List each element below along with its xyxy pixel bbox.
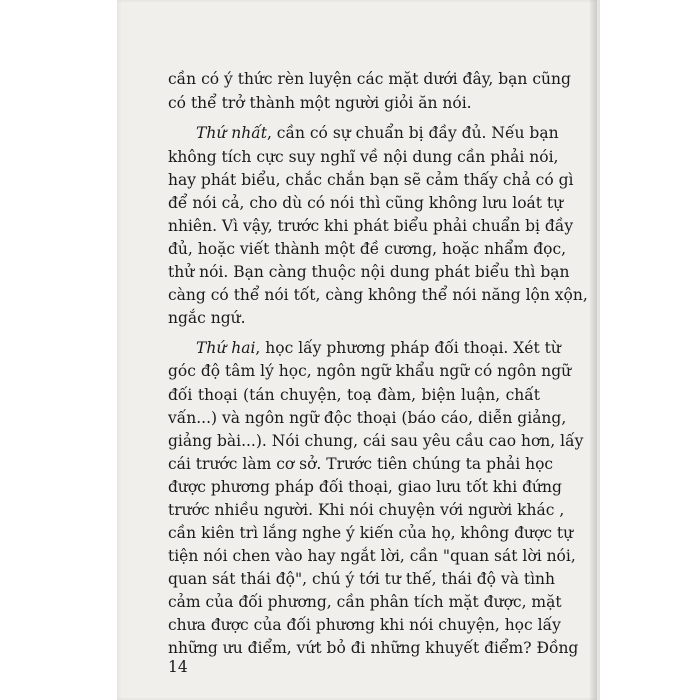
text-line-first <box>196 122 559 144</box>
text-line-first <box>196 337 561 359</box>
text-line: vấn...) và ngôn ngữ độc thoại (báo cáo, diễn giảng, <box>168 409 567 427</box>
text-line: có thể trở thành một người giỏi ăn nói. <box>168 94 472 112</box>
text-line: được phương pháp đối thoại, giao lưu tốt khi đứng <box>168 478 562 496</box>
section-lead: Thứ hai <box>196 339 256 357</box>
text-line: ngắc ngứ. <box>168 309 246 327</box>
text-fragment: , cần có sự chuẩn bị đầy đủ. Nếu bạn <box>266 124 559 142</box>
text-fragment: , học lấy phương pháp đối thoại. Xét từ <box>255 339 561 357</box>
text-line: đủ, hoặc viết thành một đề cương, hoặc nhẩm đọc, <box>168 240 567 258</box>
text-line: để nói cả, cho dù có nói thì cũng không lưu loát tự <box>168 194 564 212</box>
text-line: tiện nói chen vào hay ngắt lời, cần "quan sát lời nói, <box>168 547 576 565</box>
text-line: thử nói. Bạn càng thuộc nội dung phát biểu thì bạn <box>168 263 570 281</box>
text-line: càng có thể nói tốt, càng không thể nói năng lộn xộn, <box>168 286 588 304</box>
text-line: giảng bài...). Nói chung, cái sau yêu cầu cao hơn, lấy <box>168 432 584 450</box>
text-line: cái trước làm cơ sở. Trước tiên chúng ta phải học <box>168 455 554 473</box>
text-line: chưa được của đối phương khi nói chuyện, học lấy <box>168 616 561 634</box>
text-line: nhiên. Vì vậy, trước khi phát biểu phải chuẩn bị đầy <box>168 217 574 235</box>
text-line: hay phát biểu, chắc chắn bạn sẽ cảm thấy chả có gì <box>168 171 574 189</box>
page-number: 14 <box>168 658 188 676</box>
text-line: không tích cực suy nghĩ về nội dung cần phải nói, <box>168 148 559 166</box>
text-line: cần có ý thức rèn luyện các mặt dưới đây, bạn cũng <box>168 70 571 88</box>
page-edge-shadow <box>590 0 600 700</box>
text-line: cảm của đối phương, cần phân tích mặt được, mặt <box>168 593 562 611</box>
section-lead: Thứ nhất <box>196 124 267 142</box>
text-line: góc độ tâm lý học, ngôn ngữ khẩu ngữ có ngôn ngữ <box>168 362 572 380</box>
text-line: những ưu điểm, vứt bỏ đi những khuyết điểm? Đồng <box>168 639 579 657</box>
text-line: trước nhiều người. Khi nói chuyện với người khác , <box>168 501 565 519</box>
text-line: đối thoại (tán chuyện, toạ đàm, biện luận, chất <box>168 386 540 404</box>
text-line: cần kiên trì lắng nghe ý kiến của họ, không được tự <box>168 524 574 542</box>
text-line: quan sát thái độ", chú ý tới tư thế, thái độ và tình <box>168 570 556 588</box>
